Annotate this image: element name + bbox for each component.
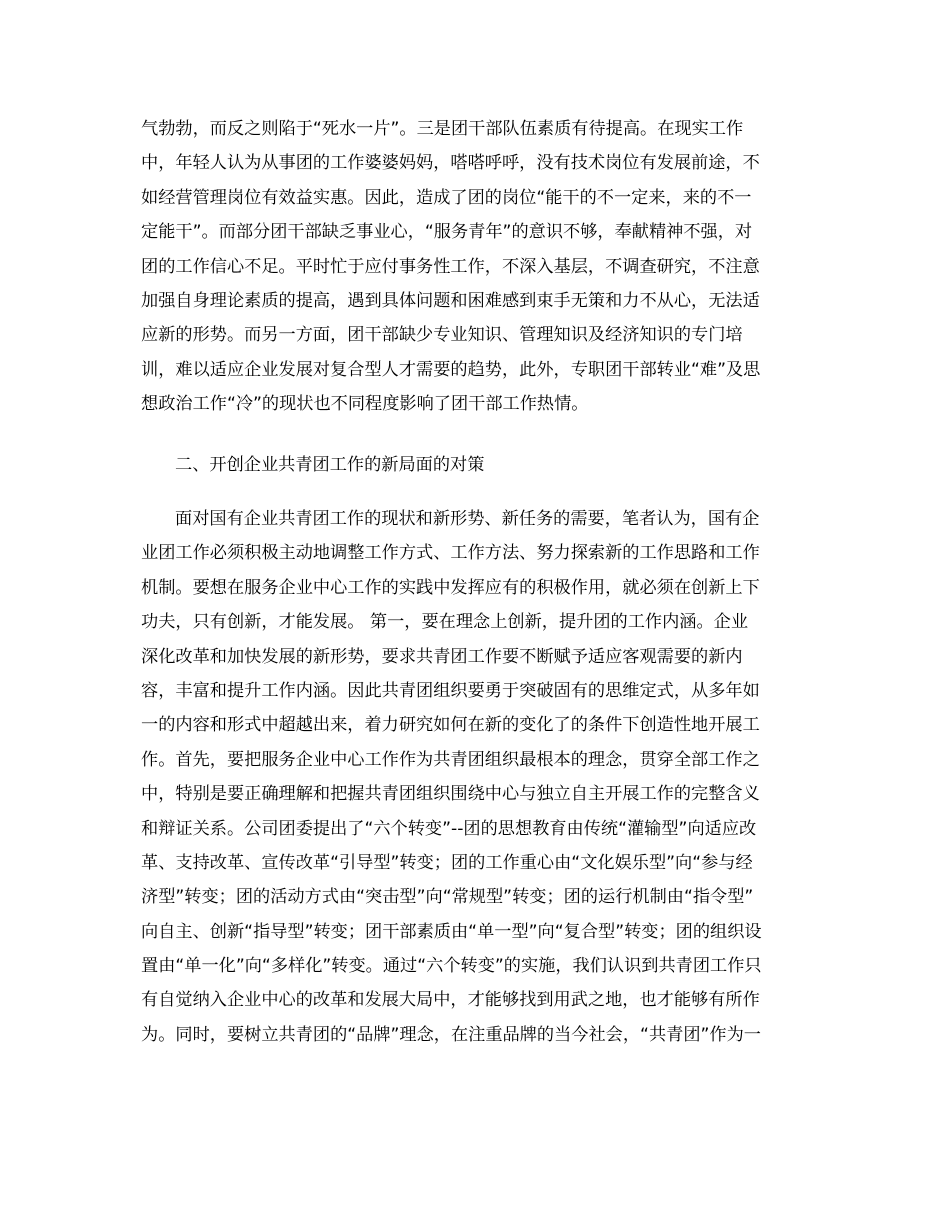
text-line: 中，特别是要正确理解和把握共青团组织围绕中心与独立自主开展工作的完整含义 [141, 784, 760, 805]
text-line: 团的工作信心不足。平时忙于应付事务性工作，不深入基层，不调查研究，不注意 [141, 256, 760, 277]
text-line: 应新的形势。而另一方面，团干部缺少专业知识、管理知识及经济知识的专门培 [141, 325, 743, 346]
text-line: 定能干”。而部分团干部缺乏事业心，“服务青年”的意识不够，奉献精神不强，对 [141, 222, 753, 243]
text-line: 济型”转变；团的活动方式由“突击型”向“常规型”转变；团的运行机制由“指令型” [141, 887, 754, 908]
text-line: 功夫，只有创新，才能发展。 第一，要在理念上创新，提升团的工作内涵。企业 [141, 612, 749, 633]
paragraph-team-cadre-quality [141, 112, 801, 422]
text-line: 一的内容和形式中超越出来，着力研究如何在新的变化了的条件下创造性地开展工 [141, 715, 760, 736]
text-line: 训，难以适应企业发展对复合型人才需要的趋势，此外，专职团干部转业“难”及思 [141, 359, 761, 380]
text-line: 向自主、创新“指导型”转变；团干部素质由“单一型”向“复合型”转变；团的组织设 [141, 921, 762, 942]
text-line: 机制。要想在服务企业中心工作的实践中发挥应有的积极作用，就必须在创新上下 [141, 577, 760, 598]
text-line: 业团工作必须积极主动地调整工作方式、工作方法、努力探索新的工作思路和工作 [141, 543, 760, 564]
text-line: 作。首先，要把服务企业中心工作作为共青团组织最根本的理念，贯穿全部工作之 [141, 749, 760, 770]
section-heading [141, 448, 801, 482]
paragraph-countermeasures [141, 502, 801, 1052]
text-line: 气勃勃，而反之则陷于“死水一片”。三是团干部队伍素质有待提高。在现实工作 [141, 119, 744, 139]
text-line: 如经营管理岗位有效益实惠。因此，造成了团的岗位“能干的不一定来，来的不一 [141, 187, 752, 208]
text-line: 想政治工作“冷”的现状也不同程度影响了团干部工作热情。 [141, 394, 589, 415]
text-line: 有自觉纳入企业中心的改革和发展大局中，才能够找到用武之地，也才能够有所作 [141, 990, 760, 1011]
text-line: 革、支持改革、宣传改革“引导型”转变；团的工作重心由“文化娱乐型”向“参与经 [141, 852, 753, 873]
text-line: 为。同时，要树立共青团的“品牌”理念，在注重品牌的当今社会，“共青团”作为一 [141, 1024, 761, 1045]
section-heading-text: 二、开创企业共青团工作的新局面的对策 [175, 455, 485, 475]
text-line: 面对国有企业共青团工作的现状和新形势、新任务的需要，笔者认为，国有企 [175, 509, 760, 529]
text-line: 容，丰富和提升工作内涵。因此共青团组织要勇于突破固有的思维定式，从多年如 [141, 680, 760, 701]
text-line: 深化改革和加快发展的新形势，要求共青团工作要不断赋予适应客观需要的新内 [141, 646, 743, 667]
text-line: 和辩证关系。公司团委提出了“六个转变”--团的思想教育由传统“灌输型”向适应改 [141, 818, 757, 839]
text-line: 加强自身理论素质的提高，遇到具体问题和困难感到束手无策和力不从心，无法适 [141, 290, 760, 311]
text-line: 中，年轻人认为从事团的工作婆婆妈妈，嗒嗒呼呼，没有技术岗位有发展前途，不 [141, 153, 760, 174]
text-line: 置由“单一化”向“多样化”转变。通过“六个转变”的实施，我们认识到共青团工作只 [141, 956, 762, 977]
